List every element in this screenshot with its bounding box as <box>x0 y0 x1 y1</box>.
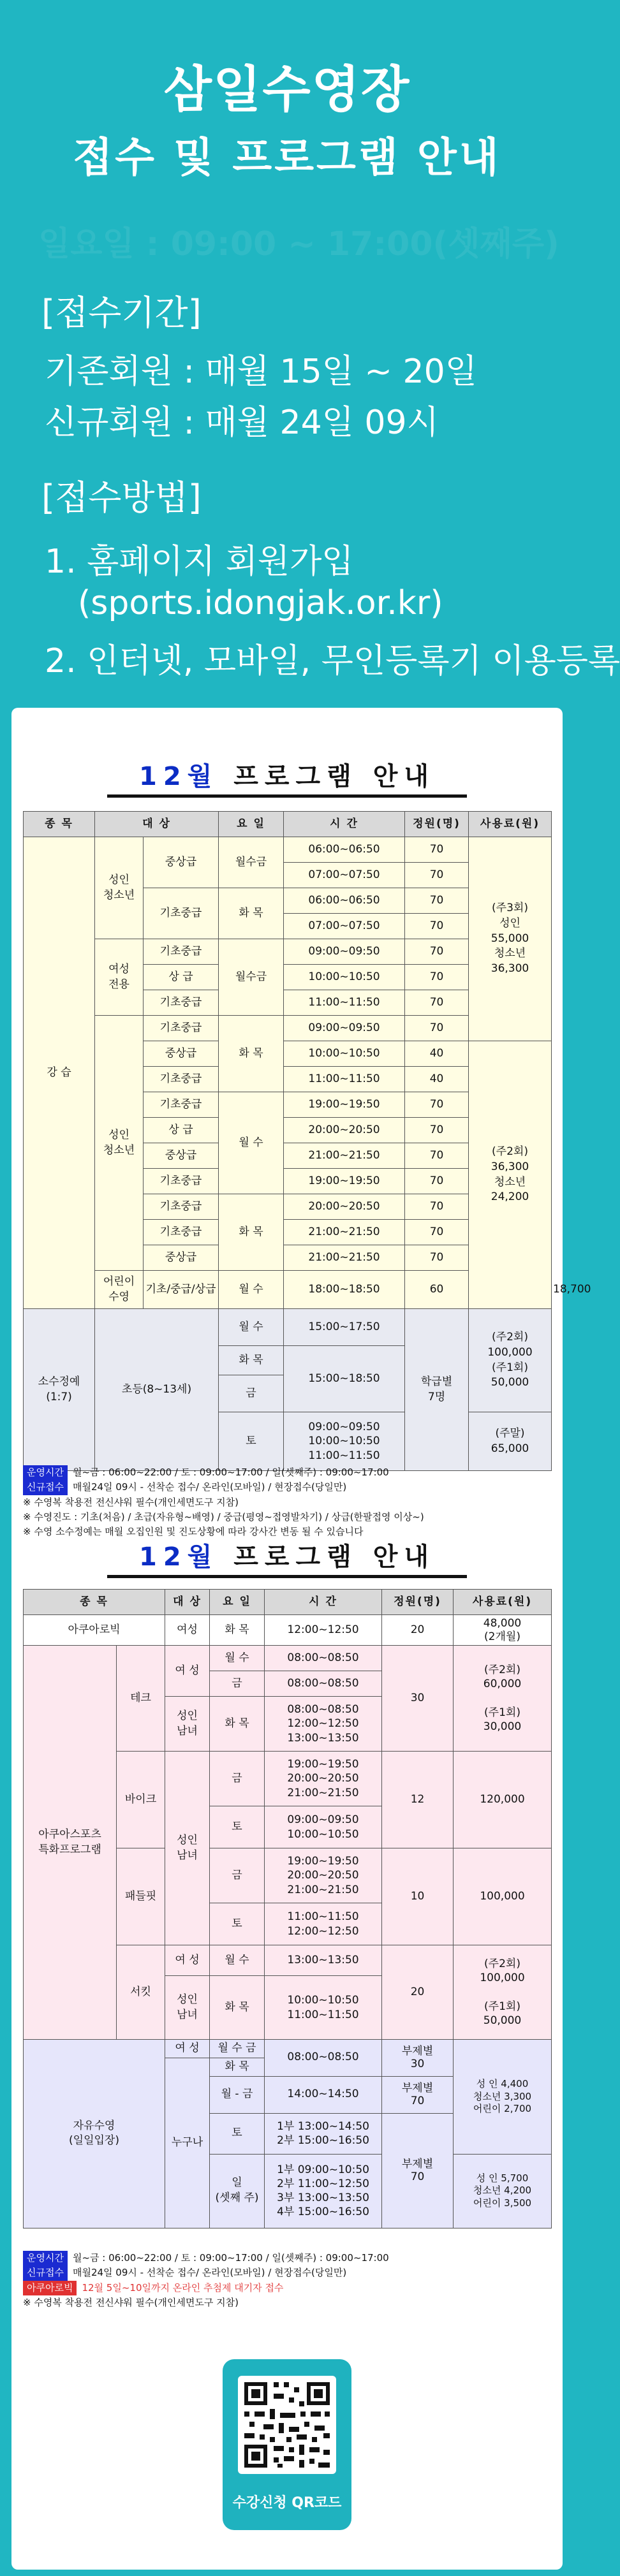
qr-label: 수강신청 QR코드 <box>232 2495 342 2511</box>
table-row: 성인 남녀 화 목 08:00~08:50 12:00~12:50 13:00~13:50 <box>24 1697 552 1752</box>
th-event: 종 목 <box>24 1590 165 1615</box>
title-underline <box>107 794 467 798</box>
table-row: 상 급 10:00~10:50 70 <box>24 965 552 990</box>
table-row: 토 09:00~09:50 10:00~10:50 <box>24 1806 552 1848</box>
table-row: 중상급 21:00~21:50 70 <box>24 1245 552 1271</box>
th-fee: 사용료(원) <box>469 812 552 837</box>
table-row: 기초중급 월 수 19:00~19:50 70 <box>24 1092 552 1118</box>
table-row: 기초중급 11:00~11:50 70 <box>24 990 552 1016</box>
table-row: 기초중급 21:00~21:50 70 <box>24 1220 552 1245</box>
th-day: 요 일 <box>210 1590 265 1615</box>
table-row: 소수정예 (1:7) 초등(8~13세) 월 수 15:00~17:50 학급별 7명 (주2회) 100,000 (주1회) 50,000 <box>24 1309 552 1346</box>
table-row: 금 <box>24 1375 552 1412</box>
table2-notes: 운영시간 월~금 : 06:00~22:00 / 토 : 09:00~17:00 / 일(셋째주) : 09:00~17:00 신규접수 매월24일 09시 - 선착순 접수/ 온라인(모바일) / 현장접수(당일만) 아쿠아로빅 12월 5일~10일까지 온라인 추첨제 대기자 접수 ※ 수영복 착용전 전신샤워 필수(개인세면도구 지참) <box>23 2252 389 2308</box>
table-row: 토 1부 13:00~14:50 2부 15:00~16:50 부제별 70 <box>24 2113 552 2154</box>
title-underline <box>107 1575 467 1578</box>
fee-main: (주3회) 성인 55,000 청소년 36,300 <box>469 837 552 1041</box>
reg-existing: 기존회원 : 매월 15일 ~ 20일 <box>45 353 477 391</box>
qr-code-icon[interactable] <box>238 2376 336 2474</box>
reg-method-title: [접수방법] <box>41 478 202 518</box>
th-capacity: 정원(명) <box>405 812 469 837</box>
table-row: 바이크 성인 남녀 금 19:00~19:50 20:00~20:50 21:00~21:50 12 120,000 <box>24 1752 552 1806</box>
table-row: 서킷 여 성 월 수 13:00~13:50 20 (주2회) 100,000 (주1회) 50,000 <box>24 1945 552 1976</box>
table-row: 자유수영 (일일입장) 여 성 월 수 금 08:00~08:50 부제별 30 성 인 4,400 청소년 3,300 어린이 2,700 <box>24 2040 552 2058</box>
ghost-text: 일요일 : 09:00 ~ 17:00(셋째주) <box>38 225 559 263</box>
reg-period-title: [접수기간] <box>41 293 202 333</box>
table-row: 화 목 15:00~18:50 <box>24 1346 552 1375</box>
table-row: 토 11:00~11:50 12:00~12:50 <box>24 1903 552 1945</box>
table-row: 아쿠아로빅 여성 화 목 12:00~12:50 20 48,000 (2개월) <box>24 1615 552 1646</box>
method-1-url[interactable]: (sports.idongjak.or.kr) <box>78 584 443 622</box>
th-day: 요 일 <box>219 812 284 837</box>
table1-notes: 운영시간 월~금 : 06:00~22:00 / 토 : 09:00~17:00 / 일(셋째주) : 09:00~17:00 신규접수 매월24일 09시 - 선착순 접수/ 온라인(모바일) / 현장접수(당일만) ※ 수영복 착용전 전신샤워 필수(개인세면도구 지참) ※ 수영진도 : 기초(처음) / 초급(자유형~배영) / 중급(평영~접영발차기) / 상급(한팔접영 이상~) ※ 수영 소수정예는 매월 오집인원 및 진도상황에 따라 강사간 변동 될 수 있습니다 <box>23 1467 424 1537</box>
reg-new: 신규회원 : 매월 24일 09시 <box>45 404 439 442</box>
program-table-2 <box>23 1589 552 2228</box>
th-fee: 사용료(원) <box>454 1590 552 1615</box>
method-2: 2. 인터넷, 모바일, 무인등록기 이용등록 <box>45 642 620 680</box>
th-capacity: 정원(명) <box>382 1590 454 1615</box>
table-row: 07:00~07:50 70 <box>24 914 552 939</box>
table1-title: 12월 프로그램 안내 <box>11 756 563 793</box>
table-row: 금 08:00~08:50 <box>24 1671 552 1697</box>
fee-sub: (주2회) 36,300 청소년 24,200 <box>469 1041 552 1309</box>
table-row: 상 급 20:00~20:50 70 <box>24 1118 552 1143</box>
th-event: 종 목 <box>24 812 95 837</box>
table-row: 기초중급 화 목 06:00~06:50 70 <box>24 888 552 914</box>
th-time: 시 간 <box>265 1590 382 1615</box>
th-time: 시 간 <box>284 812 405 837</box>
table-row: 여성 전용 기초중급 월수금 09:00~09:50 70 <box>24 939 552 965</box>
table-row: 07:00~07:50 70 <box>24 863 552 888</box>
table-row: 패들핏 금 19:00~19:50 20:00~20:50 21:00~21:50 10 100,000 <box>24 1848 552 1903</box>
program-table-1 <box>23 811 591 1471</box>
table-row: 기초중급 11:00~11:50 40 <box>24 1067 552 1092</box>
table-row: 강 습 성인 청소년 중상급 월수금 06:00~06:50 70 (주3회) 성인 55,000 청소년 36,300 <box>24 837 552 863</box>
table-row: 중상급 21:00~21:50 70 <box>24 1143 552 1169</box>
cell-lesson: 강 습 <box>24 837 95 1309</box>
table-row: 일 (셋째 주) 1부 09:00~10:50 2부 11:00~12:50 3부 13:00~13:50 4부 15:00~16:50 성 인 5,700 청소년 4,200 어린이 3,500 <box>24 2154 552 2191</box>
th-target: 대 상 <box>165 1590 210 1615</box>
table-row: 월 - 금 14:00~14:50 부제별 70 <box>24 2076 552 2113</box>
table-row: 토 09:00~09:50 10:00~10:50 11:00~11:50 (주말) 65,000 <box>24 1412 552 1442</box>
table-row: 누구나 화 목 <box>24 2058 552 2076</box>
th-target: 대 상 <box>95 812 219 837</box>
hero-header <box>0 0 620 708</box>
table-row: 어린이 수영 기초/중급/상급 월 수 18:00~18:50 60 18,700 <box>24 1271 552 1309</box>
page-title: 삼일수영장 <box>163 61 411 119</box>
program-sheet <box>11 708 591 2570</box>
table-row: 성인 남녀 화 목 10:00~10:50 11:00~11:50 <box>24 1976 552 1998</box>
method-1: 1. 홈페이지 회원가입 <box>45 543 354 581</box>
table-row: 기초중급 19:00~19:50 70 <box>24 1169 552 1194</box>
table-row: 기초중급 화 목 20:00~20:50 70 <box>24 1194 552 1220</box>
table-row: 아쿠아스포츠 특화프로그램 테크 여 성 월 수 08:00~08:50 30 (주2회) 60,000 (주1회) 30,000 <box>24 1646 552 1671</box>
table-row: 성인 청소년 기초중급 화 목 09:00~09:50 70 <box>24 1016 552 1041</box>
table-row: 중상급 10:00~10:50 40 (주2회) 36,300 청소년 24,200 <box>24 1041 552 1067</box>
table2-title: 12월 프로그램 안내 <box>11 1537 563 1573</box>
page-subtitle: 접수 및 프로그램 안내 <box>73 135 501 182</box>
qr-card[interactable] <box>223 2359 351 2530</box>
